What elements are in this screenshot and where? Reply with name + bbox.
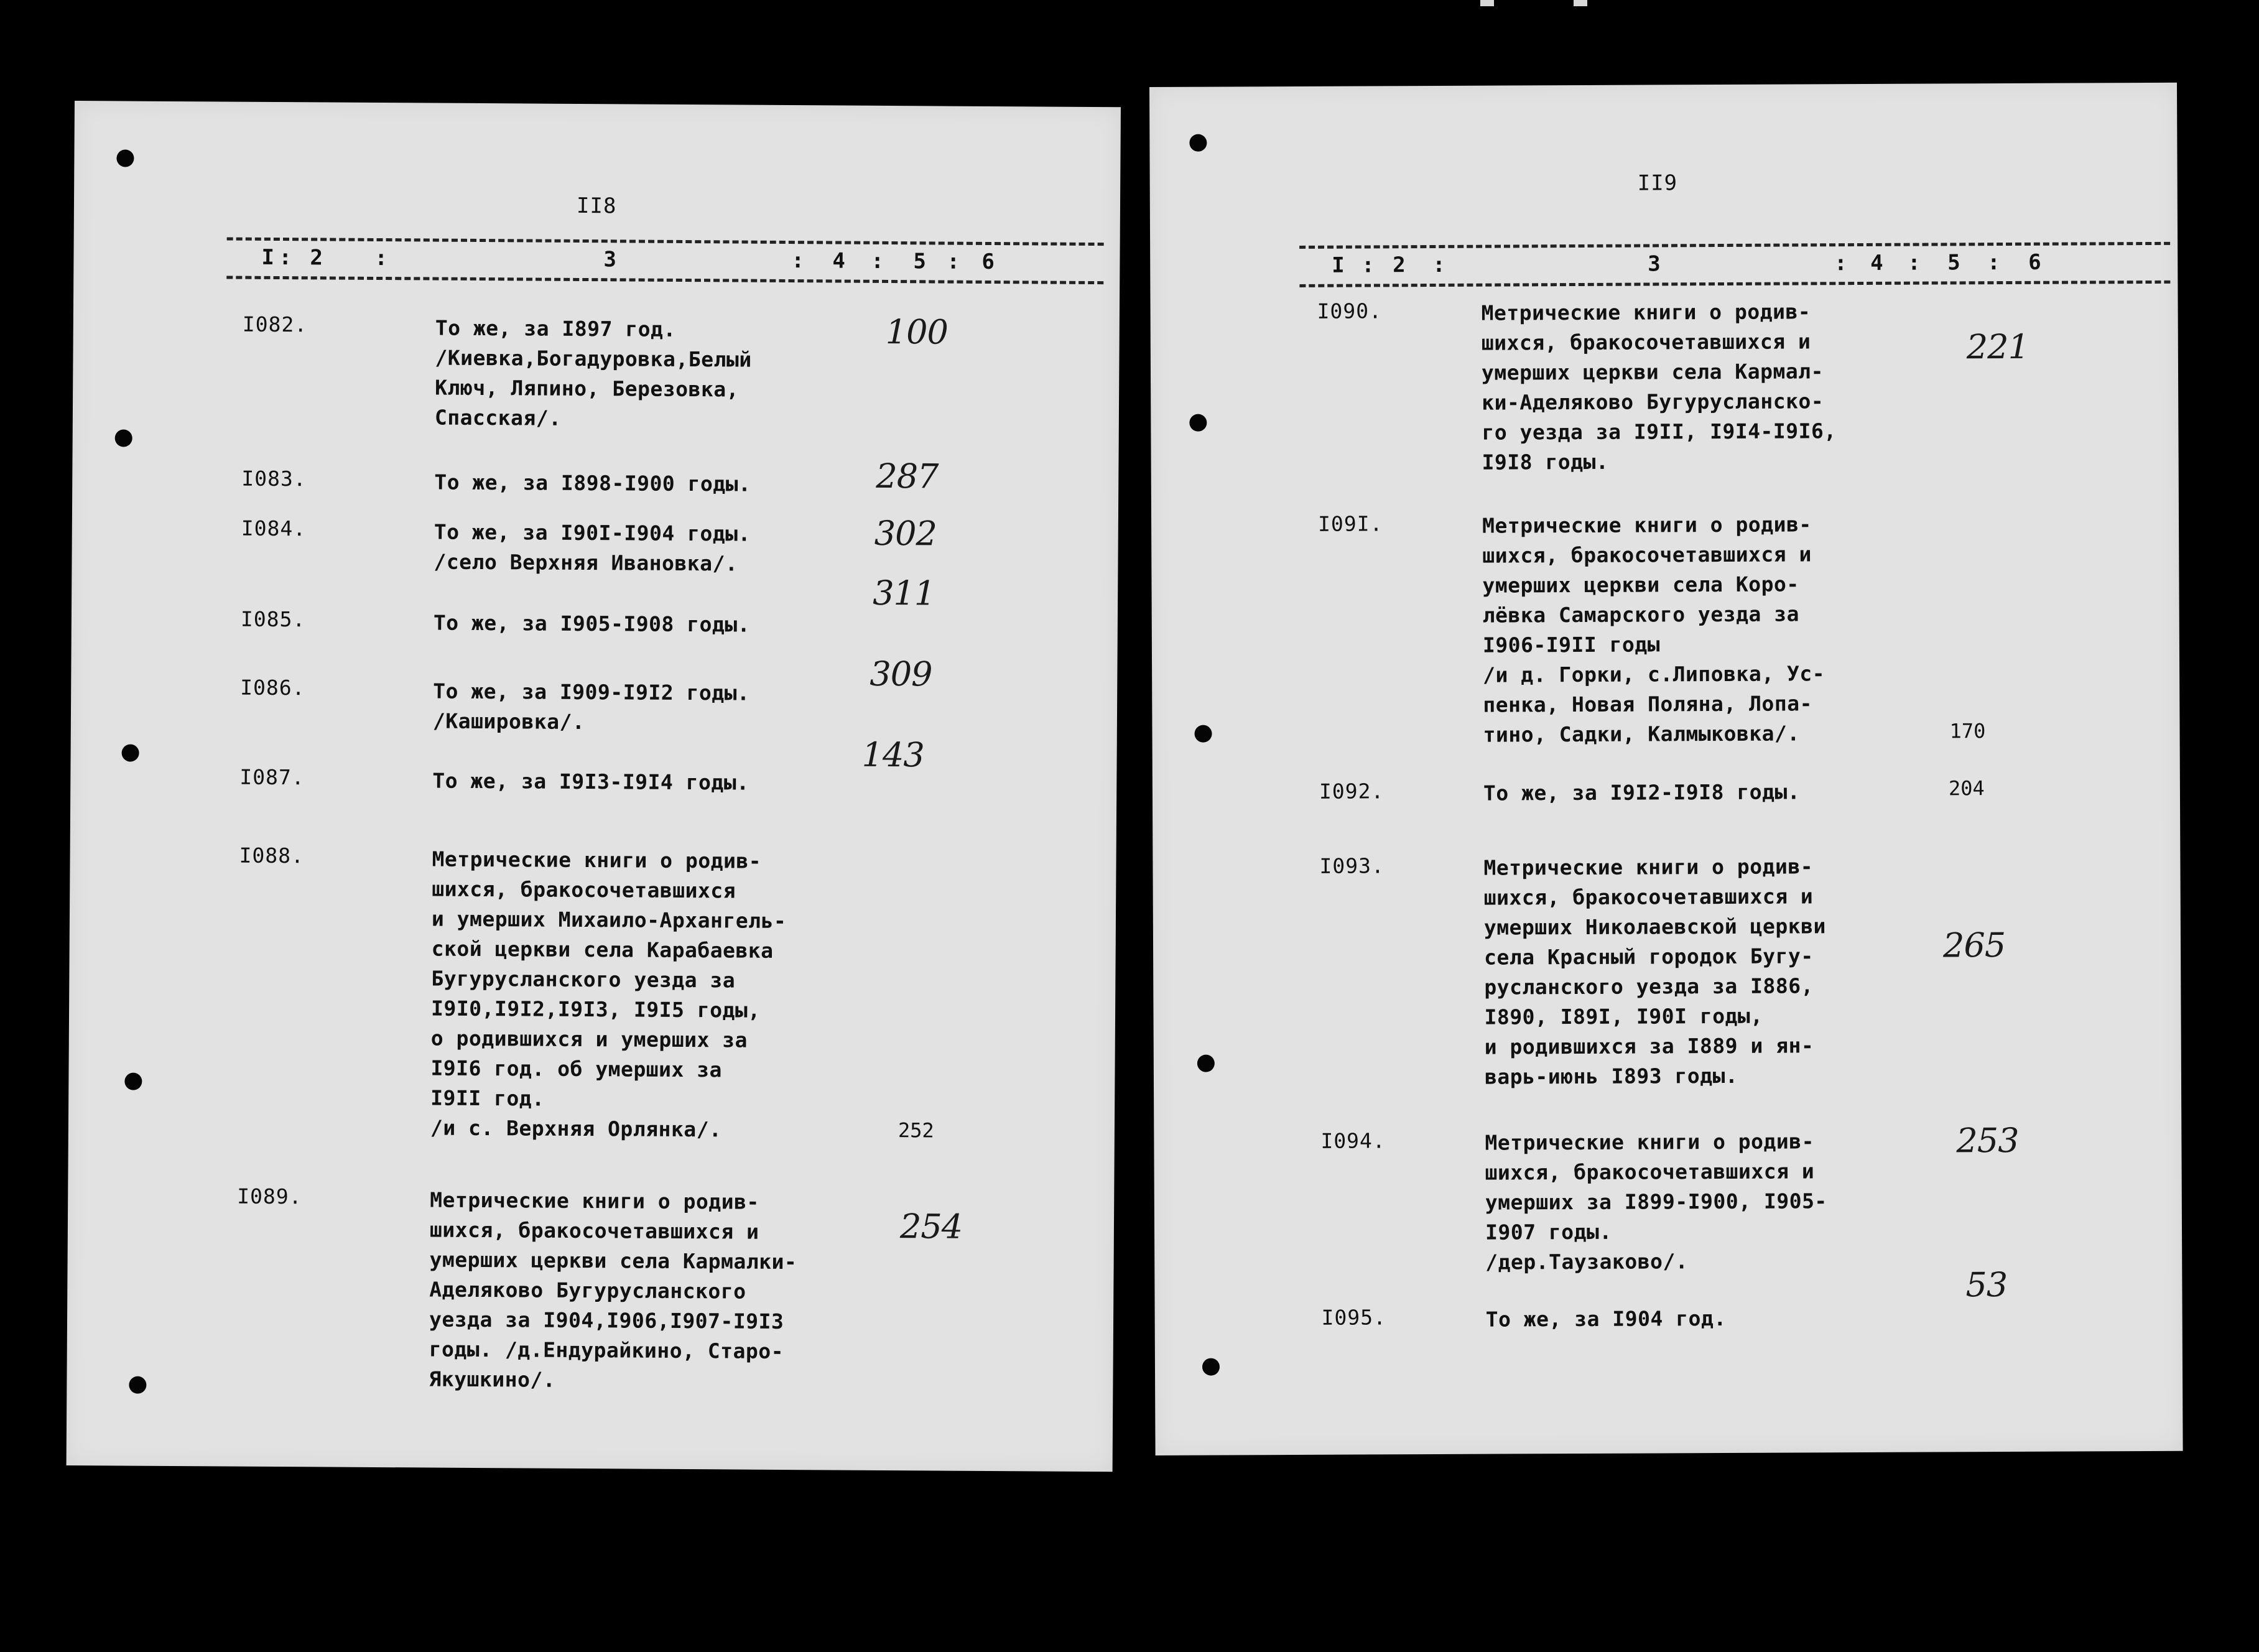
entry-description: То же, за I904 год. xyxy=(1485,1306,1727,1332)
column-header-5: 5 xyxy=(913,249,927,274)
entry-number: I083. xyxy=(241,466,307,491)
entry-description: Метрические книги о родив- шихся, бракосочетавшихся и умерших за I899-I900, I905- I907 годы. /дер.Таузаково/. xyxy=(1485,1129,1827,1274)
right-page xyxy=(1149,83,2183,1455)
column-header-4: 4 xyxy=(832,248,846,274)
entry-number: I09I. xyxy=(1317,511,1383,536)
entry-number: I086. xyxy=(240,675,305,700)
entry-number: I089. xyxy=(237,1184,302,1209)
entry-count: 253 xyxy=(1956,1120,2019,1161)
entry-description: То же, за I905-I908 годы. xyxy=(433,610,751,637)
punch-hole xyxy=(1197,1055,1215,1072)
entry-count: 265 xyxy=(1942,926,2006,965)
entry-count: 143 xyxy=(861,735,924,775)
column-header-4: 4 xyxy=(1870,250,1883,276)
column-header-3: 3 xyxy=(1648,251,1661,277)
punch-hole xyxy=(1194,725,1212,743)
column-header-2: 2 xyxy=(1393,253,1406,278)
entry-description: То же, за I897 год. /Киевка,Богадуровка,Белый Ключ, Ляпино, Березовка, Спасская/. xyxy=(434,315,752,430)
entry-count: 309 xyxy=(870,654,932,694)
column-header-5: 5 xyxy=(1947,250,1960,276)
column-header-1: I xyxy=(261,244,275,270)
punch-hole xyxy=(1189,134,1207,152)
entry-number: I085. xyxy=(240,606,306,632)
page-number: II8 xyxy=(576,193,617,219)
column-header-2: 2 xyxy=(310,245,323,271)
entry-number: I095. xyxy=(1321,1305,1387,1330)
page-number: II9 xyxy=(1637,170,1678,196)
entry-count: 53 xyxy=(1965,1265,2008,1305)
punch-hole xyxy=(129,1376,146,1394)
entry-number: I082. xyxy=(242,312,308,337)
entry-number: I090. xyxy=(1317,299,1383,323)
entry-number: I092. xyxy=(1319,779,1385,804)
column-header: I : 2 : 3 : 4 : 5 : 6 xyxy=(1299,242,2170,289)
punch-hole xyxy=(116,149,134,167)
entry-description: Метрические книги о родив- шихся, бракосочетавшихся и умерших церкви села Кармал- ки-Аделяково Бугурусланско- го уезда за I9II, I9I4-I9I6, I9I8 годы. xyxy=(1481,299,1837,475)
entry-count: 252 xyxy=(898,1118,934,1143)
punch-hole xyxy=(115,429,132,447)
entry-count: 100 xyxy=(885,312,949,352)
column-header-6: 6 xyxy=(981,249,995,275)
punch-hole xyxy=(1189,414,1207,432)
entry-count: 221 xyxy=(1966,327,2029,367)
entry-number: I084. xyxy=(241,516,307,541)
entry-description: Метрические книги о родив- шихся, бракосочетавшихся и умерших Николаевской церкви села Красный городок Бугу- русланского уезда за I886, I890, I89I, I90I годы, и родившихся за I889 и ян- варь-июнь I893 годы. xyxy=(1483,854,1826,1089)
punch-hole xyxy=(122,744,139,761)
entry-count: 311 xyxy=(872,573,935,613)
entry-description: Метрические книги о родив- шихся, бракосочетавшихся и умерших церкви села Кармалки- Аделяково Бугурусланского уезда за I904,I906,I907-I9I3 годы. /д.Ендурайкино, Старо- Якушкино/. xyxy=(429,1187,797,1392)
entry-number: I094. xyxy=(1320,1128,1386,1153)
entry-description: То же, за I90I-I904 годы. /село Верхняя Ивановка/. xyxy=(434,519,751,576)
column-header-1: I xyxy=(1332,253,1345,278)
entry-description: То же, за I898-I900 годы. xyxy=(434,470,751,496)
entry-count: 170 xyxy=(1949,719,1986,743)
punch-hole xyxy=(1202,1358,1220,1376)
entry-number: I093. xyxy=(1319,853,1385,878)
entry-count: 254 xyxy=(899,1207,963,1246)
column-header-6: 6 xyxy=(2028,249,2041,275)
entry-number: I088. xyxy=(239,843,305,868)
entry-count: 302 xyxy=(874,513,937,554)
entry-description: То же, за I9I3-I9I4 годы. xyxy=(432,768,749,795)
punch-hole xyxy=(124,1073,142,1090)
left-page xyxy=(67,101,1121,1472)
entry-description: То же, за I9I2-I9I8 годы. xyxy=(1483,779,1801,805)
entry-description: То же, за I909-I9I2 годы. /Кашировка/. xyxy=(432,679,750,735)
entry-count: 287 xyxy=(876,456,939,496)
entry-description: Метрические книги о родив- шихся, бракосочетавшихся и умерших Михаило-Архангель- ской церкви села Карабаевка Бугурусланского уезда за I9I0,I9I2,I9I3, I9I5 годы, о родившихся и умерших за I9I6 год. об умерших за I9II год. /и с. Верхняя Орлянка/. xyxy=(430,847,787,1142)
column-header: I : 2 : 3 : 4 : 5 : 6 xyxy=(226,237,1103,286)
column-header-3: 3 xyxy=(603,247,617,272)
entry-description: Метрические книги о родив- шихся, бракосочетавшихся и умерших церкви села Коро- лёвка Самарского уезда за I906-I9II годы /и д. Горки, с.Липовка, Ус- пенка, Новая Поляна, Лопа- тино, Садки, Калмыковка/. xyxy=(1482,512,1825,747)
entry-number: I087. xyxy=(239,764,305,790)
film-edge-marks xyxy=(1480,0,1667,9)
entry-count: 204 xyxy=(1948,776,1985,800)
